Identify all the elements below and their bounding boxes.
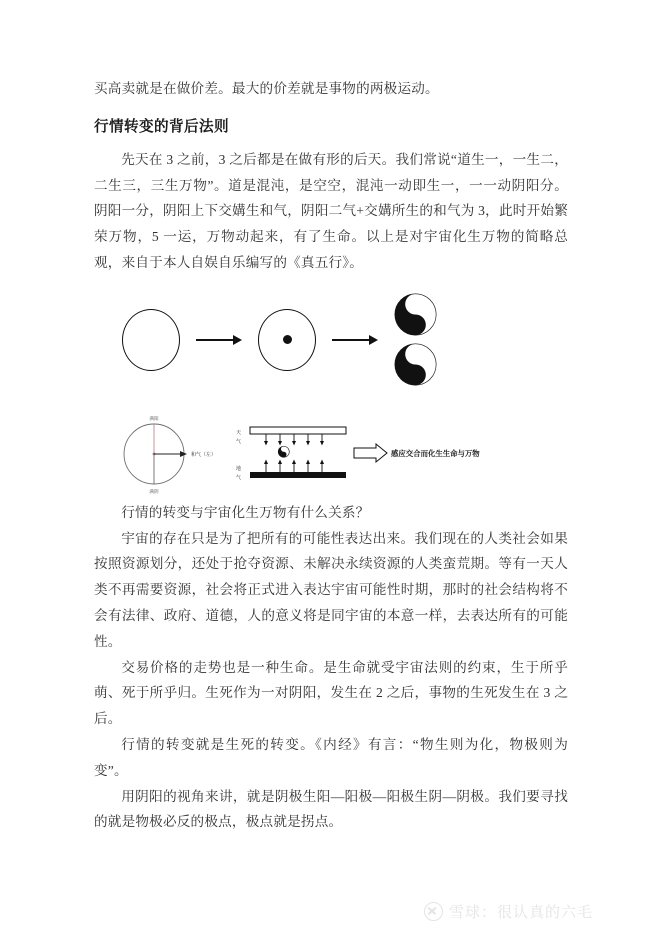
sky-label-char-2: 气: [236, 438, 242, 445]
watermark-text: 雪球：很认真的六毛: [449, 904, 594, 921]
heaven-bar: [250, 427, 346, 434]
earth-bar: [250, 472, 346, 478]
right-arrow-icon: [196, 334, 242, 346]
spacer-2: [94, 394, 568, 404]
earth-label-char-1: 地: [236, 465, 242, 472]
paragraph-2: 宇宙的存在只是为了把所有的可能性表达出来。我们现在的人类社会如果按照资源划分，还处于抢夺资源、未解决永续资源的人类蛮荒期。等有一天人类不再需要资源，社会将正式进入表达宇宙可能性时期，那时的社会结构将不会有法律、政府、道德，人的意义将是同宇宙的本意一样，去表达所有的可能性。: [94, 530, 568, 649]
paragraph-4: 行情的转变就是生死的转变。《内经》有言：“物生则为化，物极则为变”。: [94, 736, 568, 778]
section-heading: 行情转变的背后法则: [94, 118, 229, 135]
watermark: [424, 901, 593, 922]
top-paragraph: 买高卖就是在做价差。最大的价差就是事物的两极运动。: [94, 81, 439, 96]
figure-qi-svg: [108, 410, 528, 496]
earth-qi-arrowheads: [264, 459, 324, 464]
xueqiu-logo-icon: [424, 902, 443, 921]
taiji-yinyang-icon-small: [278, 446, 289, 457]
hollow-right-arrow-icon: [354, 444, 387, 462]
question-paragraph: 行情的转变与宇宙化生万物有什么关系？: [121, 504, 370, 520]
paragraph-1: 先天在 3 之前，3 之后都是在做有形的后天。我们常说“道生一，一生二，二生三，三生万物”。道是混沌，是空空，混沌一动即生一，一一动阴阳分。阴阳一分，阴阳上下交媾生和气，阴阳二气+交媾所生的和气为 3，此时开始繁荣万物，5 一运，万物动起来，有了生命。以上是对宇宙化生万物的简略总观，来自于本人自娱自乐编写的《真五行》。: [94, 151, 568, 270]
page-content: [94, 76, 568, 835]
right-arrow-icon-2: [332, 334, 378, 346]
taiji-yinyang-icon: [394, 293, 437, 336]
paragraph-3: 交易价格的走势也是一种生命。是生命就受宇宙法则的约束，生于所乎萌、死于所乎归。生死作为一对阴阳，发生在 2 之后，事物的生死发生在 3 之后。: [94, 659, 568, 727]
paragraph-5: 用阴阳的视角来讲，就是阴极生阳—阳极—阳极生阴—阴极。我们要寻找的就是物极必反的极点，极点就是拐点。: [94, 788, 568, 830]
circle-bottom-label: 满阴: [149, 488, 159, 494]
circle-right-label: 和气（左）: [191, 451, 217, 458]
figure-qi-result-label: 感应交合而化生生命与万物: [391, 448, 480, 458]
earth-label-char-2: 气: [236, 474, 242, 481]
figure-wuji-taiji: [94, 288, 568, 392]
circle-top-label: 满阳: [149, 415, 159, 421]
sky-label-char-1: 天: [236, 429, 242, 436]
empty-circle-icon: [122, 309, 180, 371]
heaven-qi-arrowheads: [264, 441, 324, 446]
taiji-yinyang-icon-2: [394, 343, 437, 386]
spacer: [94, 276, 568, 282]
taiji-stack: [394, 293, 437, 386]
figure-wuji-taiji-row: [122, 288, 437, 392]
figure-qi: [94, 410, 568, 496]
circle-with-center-dot-icon: [258, 309, 316, 371]
